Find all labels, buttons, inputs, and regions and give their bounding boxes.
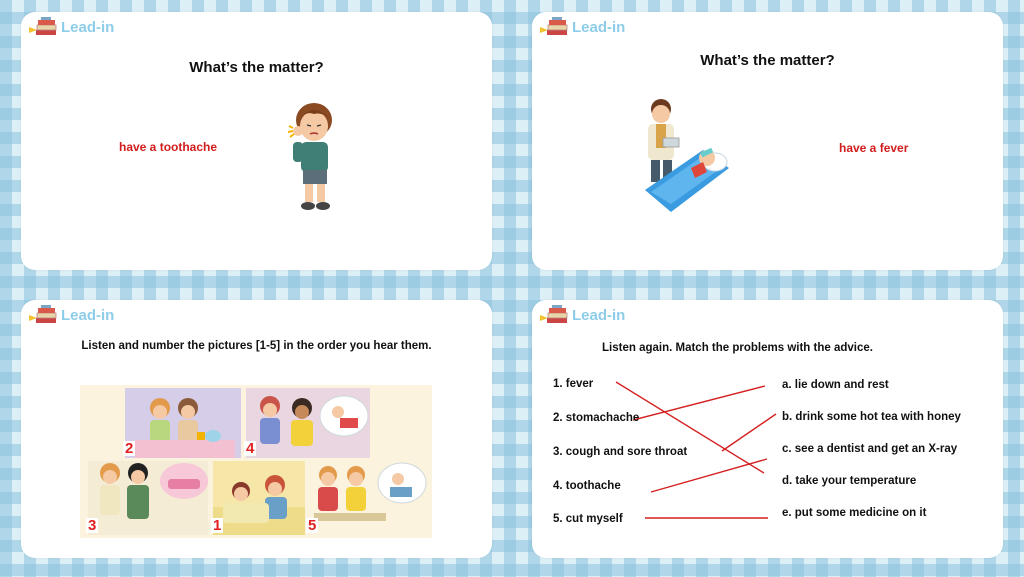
problem-item: 3. cough and sore throat (553, 446, 688, 458)
books-icon (540, 17, 570, 39)
header-label: Lead-in (572, 307, 626, 324)
picture-panel (308, 461, 428, 535)
picture-number: 5 (308, 517, 317, 534)
picture-panel (88, 461, 208, 535)
slide-number-pictures (21, 300, 492, 558)
header-label: Lead-in (61, 307, 115, 324)
match-line (722, 414, 776, 451)
books-icon (29, 305, 59, 327)
dentist-thought-illustration (246, 388, 370, 458)
slide-match-problems (532, 300, 1003, 558)
problem-item: 1. fever (553, 378, 594, 390)
slide-fever (532, 12, 1003, 270)
problem-item: 5. cut myself (553, 513, 623, 525)
advice-item: a. lie down and rest (782, 379, 889, 391)
advice-item: e. put some medicine on it (782, 507, 927, 519)
advice-item: c. see a dentist and get an X-ray (782, 443, 958, 455)
picture-number: 4 (246, 440, 255, 457)
picture-panel (213, 461, 305, 535)
girl-in-bed-illustration (213, 461, 305, 535)
answer-text: have a toothache (119, 140, 218, 154)
header-label: Lead-in (61, 19, 115, 36)
sick-child-in-bed-illustration (637, 98, 733, 214)
advice-item: d. take your temperature (782, 475, 917, 487)
problem-item: 4. toothache (553, 480, 621, 492)
slide-title: What’s the matter? (700, 52, 835, 69)
slide-title: What’s the matter? (189, 59, 324, 76)
picture-panel (125, 388, 241, 458)
pictures-collage (80, 385, 432, 538)
slide-toothache (21, 12, 492, 270)
picture-number: 2 (125, 440, 134, 457)
match-line (616, 382, 764, 473)
people-at-table-illustration (125, 388, 241, 458)
match-line (651, 459, 767, 492)
books-icon (29, 17, 59, 39)
instruction-text: Listen and number the pictures [1-5] in the order you hear them. (81, 340, 432, 352)
kitchen-cut-illustration (308, 461, 428, 535)
answer-text: have a fever (839, 141, 909, 155)
problem-item: 2. stomachache (553, 412, 640, 424)
picture-number: 1 (213, 517, 222, 534)
two-people-talking-illustration (88, 461, 208, 535)
match-line (633, 386, 765, 420)
picture-number: 3 (88, 517, 97, 534)
boy-with-toothache-illustration (283, 98, 345, 212)
instruction-text: Listen again. Match the problems with the advice. (602, 342, 873, 354)
header-label: Lead-in (572, 19, 626, 36)
advice-item: b. drink some hot tea with honey (782, 411, 961, 423)
picture-panel (246, 388, 370, 458)
